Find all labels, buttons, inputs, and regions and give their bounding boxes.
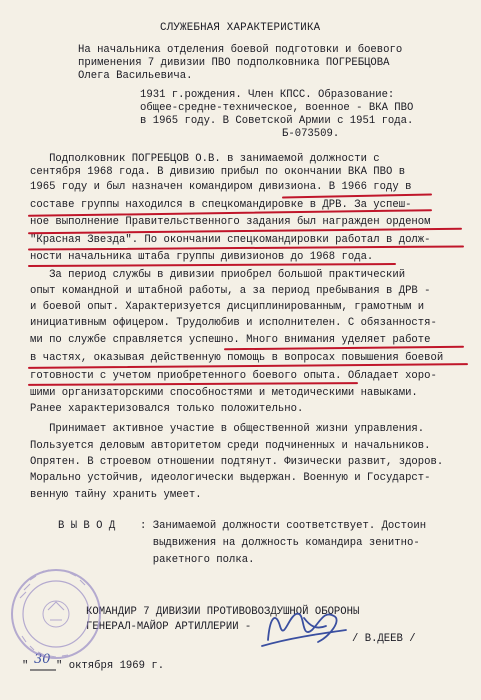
paragraph-line: венную тайну хранить умеет. (30, 489, 202, 501)
conclusion-label: В Ы В О Д (58, 520, 116, 532)
paragraph-line: ности начальника штаба группы дивизионов до 1968 года. (30, 251, 374, 263)
paragraph-line: 1965 году и был назначен командиром дивизиона. В 1966 году в (30, 181, 412, 193)
header-line: На начальника отделения боевой подготовки и боевого (78, 44, 403, 56)
paragraph-line: Принимает активное участие в общественной жизни управления. (30, 423, 425, 435)
paragraph-line: Опрятен. В строевом отношении подтянут. Физически развит, здоров. (30, 456, 444, 468)
paragraph-line: ное выполнение Правительственного задания был награжден орденом (30, 216, 431, 228)
paragraph-line: составе группы находился в спецкомандировке в ДРВ. За успеш- (30, 199, 412, 211)
document-number: Б-073509. (282, 128, 340, 140)
paragraph-line: сентября 1968 года. В дивизию прибыл по окончании ВКА ПВО в (30, 166, 406, 178)
paragraph-line: готовности с учетом приобретенного боевого опыта. Обладает хоро- (30, 370, 437, 382)
signature-line: ГЕНЕРАЛ-МАЙОР АРТИЛЛЕРИИ - (86, 621, 252, 633)
signer-name: / В.ДЕЕВ / (352, 633, 416, 645)
document-title: СЛУЖЕБНАЯ ХАРАКТЕРИСТИКА (160, 22, 321, 34)
paragraph-line: Морально устойчив, идеологически выдержан. Военную и Государст- (30, 472, 431, 484)
round-stamp (12, 570, 100, 658)
conclusion-line: ракетного полка. (140, 554, 255, 566)
bio-line: в 1965 году. В Советской Армии с 1951 года. (140, 115, 414, 127)
conclusion-line: выдвижения на должность командира зенитно- (140, 537, 420, 549)
paragraph-line: Ранее характеризовался только положительно. (30, 403, 304, 415)
header-line: Олега Васильевича. (78, 70, 193, 82)
paragraph-line: Подполковник ПОГРЕБЦОВ О.В. в занимаемой должности с (30, 153, 380, 165)
paragraph-line: инициативным офицером. Трудолюбив и исполнителен. С обязанностя- (30, 317, 437, 329)
paragraph-line: За период службы в дивизии приобрел большой практический (30, 269, 406, 281)
date-day-handwritten: 30 (34, 652, 51, 667)
paragraph-line: Пользуется деловым авторитетом среди подчиненных и начальников. (30, 440, 431, 452)
paragraph-line: и боевой опыт. Характеризуется дисциплинированным, грамотным и (30, 301, 425, 313)
date-quote: " (22, 660, 29, 672)
conclusion-line: : Занимаемой должности соответствует. Достоин (140, 520, 427, 532)
bio-line: общее-средне-техническое, военное - ВКА ПВО (140, 102, 414, 114)
paragraph-line: "Красная Звезда". По окончании спецкомандировки работал в долж- (30, 234, 431, 246)
paragraph-line: опыт командной и штабной работы, а за период пребывания в ДРВ - (30, 285, 431, 297)
signature-line: КОМАНДИР 7 ДИВИЗИИ ПРОТИВОВОЗДУШНОЙ ОБОРОНЫ (86, 606, 360, 618)
paragraph-line: ми по службе справляется успешно. Много внимания уделяет работе (30, 334, 431, 346)
paragraph-line: в частях, оказывая действенную помощь в вопросах повышения боевой (30, 352, 444, 364)
date-rest: " октября 1969 г. (56, 660, 165, 672)
header-line: применения 7 дивизии ПВО подполковника ПОГРЕБЦОВА (78, 57, 390, 69)
paragraph-line: шими организаторскими способностями и методическими навыками. (30, 387, 418, 399)
bio-line: 1931 г.рождения. Член КПСС. Образование: (140, 89, 395, 101)
signature-scribble (262, 614, 346, 646)
